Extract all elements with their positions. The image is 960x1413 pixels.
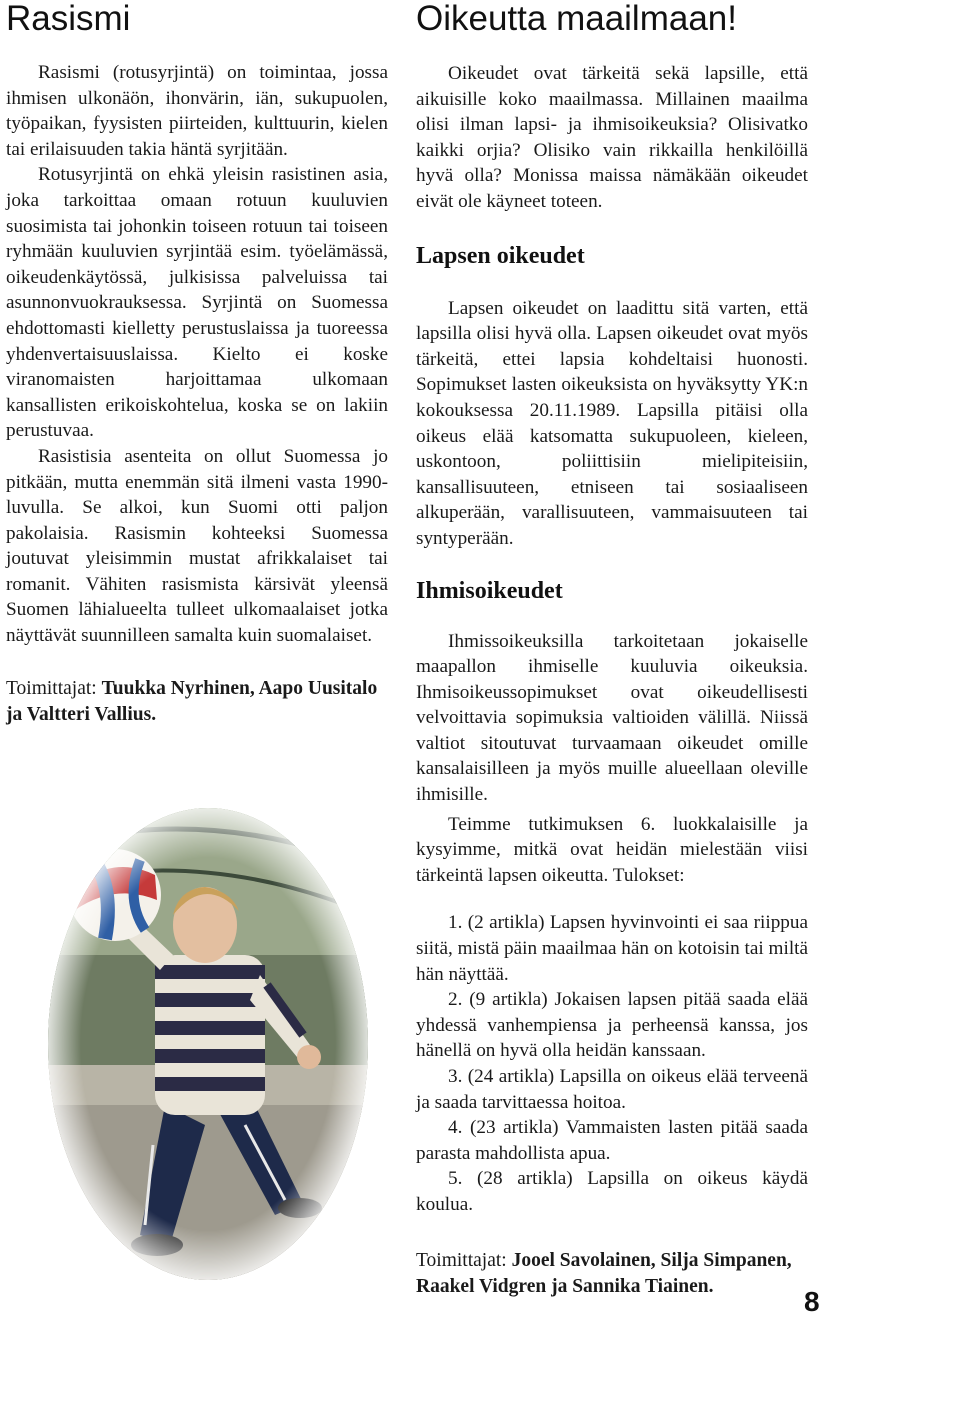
right-byline-label: Toimittajat: xyxy=(416,1249,507,1271)
lapsen-oikeudet-paragraph: Lapsen oikeudet on laadittu sitä varten, että lapsilla olisi hyvä olla. Lapsen oikeudet ovat myös tärkeitä, ettei lapsia kohdeltaisi huonosti. Sopimukset lasten oikeuksista on hyväksytty YK:n kokouksessa 20.11.1989. Lapsilla pitäisi olla oikeus elää katsomatta sukupuoleen, kieleen, uskontoon, poliittisiin mielipiteisiin, kansallisuuteen, etniseen tai sosiaaliseen alkuperään, varallisuuteen, vammaisuuteen tai syntyperään. xyxy=(416,297,808,549)
ihmisoikeudet-paragraph: Ihmissoikeuksilla tarkoitetaan jokaiselle maapallon ihmiselle kuuluvia oikeuksia. Ihmisoikeussopimukset ovat oikeudellisesti velvoittavia sopimuksia valtioiden välillä. Niissä valtiot sitoutuvat turvaamaan oikeudet omille kansalaisilleen ja myös muille alueellaan oleville ihmisille. xyxy=(416,630,808,806)
results-list xyxy=(416,910,808,1217)
left-byline-label: Toimittajat: xyxy=(6,677,97,699)
oikeutta-title: Oikeutta maailmaan! xyxy=(416,0,737,38)
page-number: 8 xyxy=(804,1286,820,1317)
lapsen-oikeudet-heading: Lapsen oikeudet xyxy=(416,242,585,269)
result-item-2: 2. (9 artikla) Jokaisen lapsen pitää saada elää yhdessä vanhempiensa ja perheensä kanssa, jos hänellä on hyvä olla heidän kanssaan. xyxy=(416,989,808,1062)
rasismi-title: Rasismi xyxy=(6,0,131,38)
right-byline xyxy=(416,1248,808,1300)
survey-paragraph: Teimme tutkimuksen 6. luokkalaisille ja kysyimme, mitkä ovat heidän mielestään viisi tärkeintä lapsen oikeutta. Tulokset: xyxy=(416,813,808,886)
rasismi-paragraph-3: Rasistisia asenteita on ollut Suomessa jo pitkään, mutta enemmän sitä ilmeni vasta 1990-luvulla. Se alkoi, kun Suomi otti paljon pakolaisia. Rasismin kohteeksi Suomessa joutuvat yleisimmin mustat afrikkalaiset tai romanit. Vähiten rasismista kärsivät yleensä Suomen lähialueelta tulleet ulkomaalaiset jotka näyttävät suunnilleen samalta kuin suomalaiset. xyxy=(6,445,388,647)
result-item-1: 1. (2 artikla) Lapsen hyvinvointi ei saa riippua siitä, mistä päin maailmaa hän on kotoisin tai miltä hän näyttää. xyxy=(416,912,808,985)
intro-paragraph: Oikeudet ovat tärkeitä sekä lapsille, että aikuisille koko maailmassa. Millainen maailma olisi ilman lapsi- ja ihmisoikeuksia? Olisivatko kaikki orjia? Olisiko vain rikkailla henkilöillä hyvä olla? Monissa maissa nämäkään oikeudet eivät ole käyneet toteen. xyxy=(416,63,808,212)
ihmisoikeudet-heading: Ihmisoikeudet xyxy=(416,577,563,604)
right-column xyxy=(416,0,808,1300)
left-byline-names: Tuukka Nyrhinen, Aapo Uusitalo ja Valtteri Vallius. xyxy=(6,677,378,725)
result-item-4: 4. (23 artikla) Vammaisten lasten pitää saada parasta mahdollista apua. xyxy=(416,1117,808,1164)
boy-with-ball-photo xyxy=(45,805,371,1283)
result-item-3: 3. (24 artikla) Lapsilla on oikeus elää terveenä ja saada tarvittaessa hoitoa. xyxy=(416,1066,808,1113)
right-byline-names: Jooel Savolainen, Silja Simpanen, Raakel Vidgren ja Sannika Tiainen. xyxy=(416,1249,792,1297)
rasismi-paragraph-1: Rasismi (rotusyrjintä) on toimintaa, jossa ihmisen ulkonäön, ihonvärin, iän, sukupuolen, työpaikan, fyysisten piirteiden, kulttuurin, kielen tai erilaisuuden takia häntä syrjitään. xyxy=(6,62,388,160)
left-column xyxy=(6,0,388,728)
left-byline xyxy=(6,676,388,728)
rasismi-paragraph-2: Rotusyrjintä on ehkä yleisin rasistinen asia, joka tarkoittaa omaan rotuun kuuluvien suosimista tai johonkin toiseen rotuun tai toiseen ryhmään kuuluvien syrjintää esim. työelämässä, oikeudenkäytössä, julkisissa palveluissa tai asunnonvuokrauksessa. Syrjintä on Suomessa ehdottomasti kielletty perustuslaissa ja tuoreessa yhdenvertaisuuslaissa. Kielto ei koske viranomaisten harjoittamaa ulkomaan kansallisten erikoiskohtelua, koska se on lakiin perustuvaa. xyxy=(6,164,388,442)
result-item-5: 5. (28 artikla) Lapsilla on oikeus käydä koulua. xyxy=(416,1168,808,1215)
